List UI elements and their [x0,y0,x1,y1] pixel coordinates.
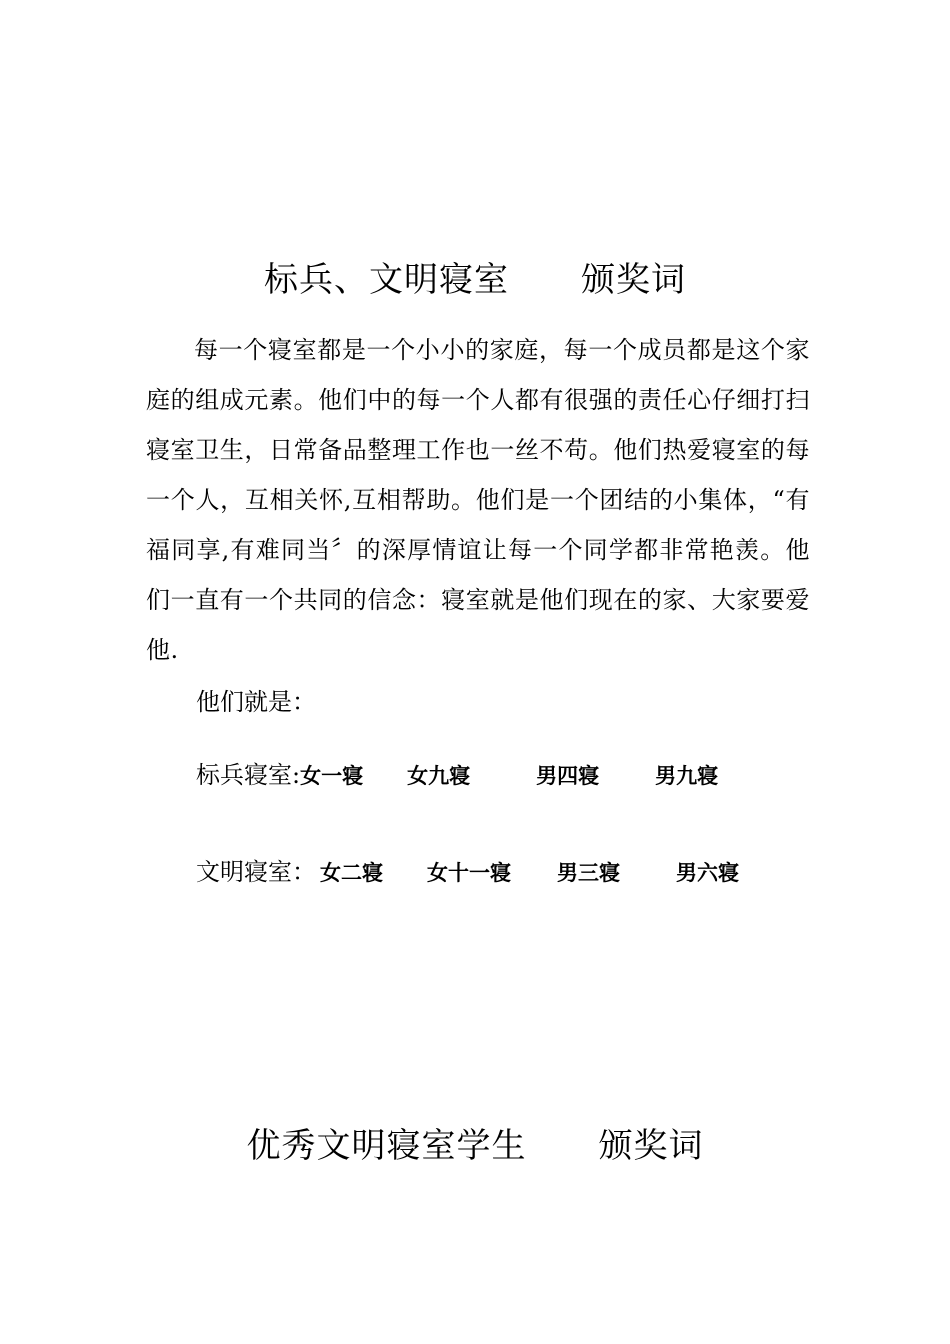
award-paragraph: 每一个寝室都是一个小小的家庭，每一个成员都是这个家庭的组成元素。他们中的每一个人都有很强的责任心仔细打扫寝室卫生，日常备品整理工作也一丝不苟。他们热爱寝室的每一个人，互相关怀,互相帮助。他们是一个团结的小集体，“有福同享,有难同当〞的深厚情谊让每一个同学都非常艳羡。他们一直有一个共同的信念：寝室就是他们现在的家、大家要爱他. [146,336,810,664]
model-dorm-item: 男九寝 [655,764,719,788]
they-are-line: 他们就是： [196,688,316,716]
civil-dorm-item: 女二寝 [320,861,383,885]
title-main: 标兵、文明寝室 [264,260,509,300]
model-dorm-item: 女一寝 [300,764,364,788]
title-main: 优秀文明寝室学生 [246,1126,527,1166]
civil-dorm-item: 女十一寝 [427,861,511,885]
civil-dorm-item: 男三寝 [557,861,620,885]
model-dorm-item: 男四寝 [536,764,600,788]
civil-dorm-label: 文明寝室： [196,858,316,886]
civil-dorm-list [196,852,739,887]
model-dorm-label: 标兵寝室: [196,761,301,789]
section-title-student-award [0,1118,950,1167]
model-dorm-item: 女九寝 [407,764,471,788]
title-suffix: 颁奖词 [581,260,686,300]
model-dorm-list [196,755,718,790]
section-title-dorm-award [0,252,950,301]
title-suffix: 颁奖词 [598,1126,704,1166]
civil-dorm-item: 男六寝 [676,861,739,885]
